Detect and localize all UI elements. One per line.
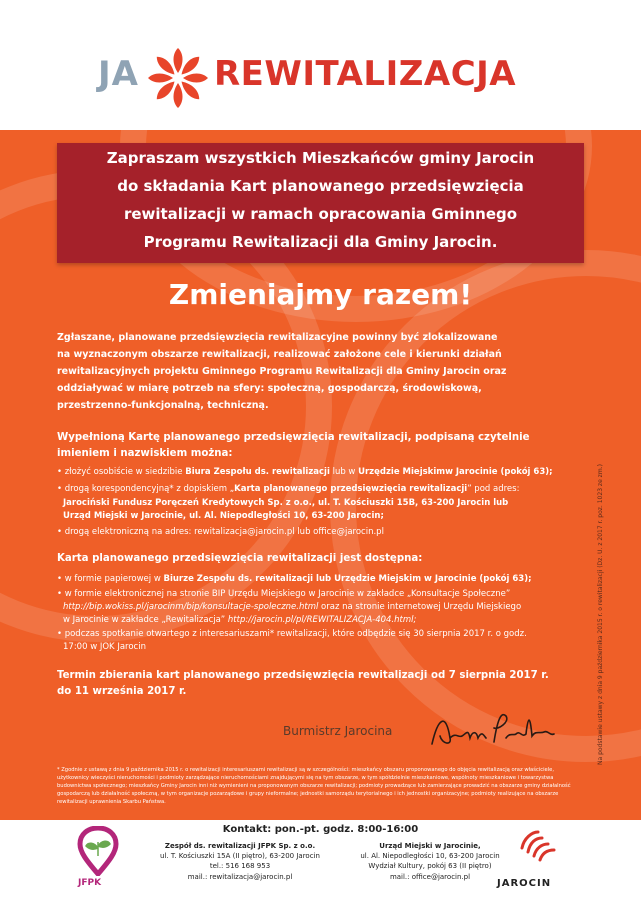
bullet-continuation: [63, 615, 416, 625]
signature-label: Burmistrz Jarocina: [283, 724, 393, 738]
bullet-continuation: Urząd Miejski w Jarocinie, ul. Al. Niepodległości 10, 63-200 Jarocin;: [63, 511, 384, 521]
left-address-phone: tel.: 516 168 953: [209, 862, 271, 870]
footnote-line: budownictwa społecznego; mieszkańcy Gminy Jarocin inni niż wymienieni na proponowanym obszarze rewitalizacji; podmioty prowadzące lub zamierzające prowadzić na obszarze gminy działalność: [57, 783, 571, 789]
section1-title: Wypełnioną Kartę planowanego przedsięwzięcia rewitalizacji, podpisaną czytelnie: [57, 432, 530, 443]
bullet-item: • drogą elektroniczną na adres: rewitalizacja@jarocin.pl lub office@jarocin.pl: [57, 527, 384, 537]
contact-hours: Kontakt: pon.-pt. godz. 8:00-16:00: [222, 824, 419, 835]
logo-ja-text: JA: [98, 54, 139, 94]
header: [0, 0, 641, 130]
paragraph-line: przestrzenno-funkcjonalną, techniczną.: [57, 400, 269, 411]
bullet-text: • drogą korespondencyjną* z dopiskiem „: [57, 484, 235, 494]
right-address-street: ul. Al. Niepodległości 10, 63-200 Jarocin: [360, 852, 500, 860]
bullet-continuation: Jarociński Fundusz Poręczeń Kredytowych Sp. z o.o., ul. T. Kościuszki 15B, 63-200 Jarocin lub: [63, 498, 509, 508]
bullet-text: • w formie papierowej w: [57, 574, 164, 584]
jarocin-logo-icon: [516, 826, 560, 870]
bullet-continuation: [63, 602, 521, 612]
deadline-line: do 11 września 2017 r.: [57, 686, 187, 697]
bullet-bold-text: Biura Zespołu ds. rewitalizacji: [185, 467, 330, 477]
legal-side-note: Na podstawie ustawy z dnia 9 października 2015 r. o rewitalizacji (Dz. U. z 2017 r. poz. 1023 ze zm.): [597, 464, 604, 765]
section2-title: Karta planowanego przedsięwzięcia rewitalizacji jest dostępna:: [57, 553, 423, 564]
jfpk-logo-text: JFPK: [78, 878, 102, 888]
right-address-mail[interactable]: mail.: office@jarocin.pl: [389, 873, 471, 881]
paragraph-line: Zgłaszane, planowane przedsięwzięcia rewitalizacyjne powinny być zlokalizowane: [57, 332, 498, 343]
bullet-text: lub w: [329, 467, 359, 477]
headline: Zmieniajmy razem!: [168, 278, 473, 311]
bullet-text: ” pod adres:: [467, 484, 520, 494]
bullet-text: oraz na stronie internetowej Urzędu Miejskiego: [318, 602, 522, 612]
footnote-line: * Zgodnie z ustawą z dnia 9 października 2015 r. o rewitalizacji interesariuszami rewitalizacji są w szczególności: mieszkańcy obszaru proponowanego do objęcia rewitalizacją oraz właściciele,: [57, 767, 555, 773]
intro-line: do składania Kart planowanego przedsięwzięcia: [117, 177, 524, 195]
intro-box: [57, 143, 584, 263]
bullet-continuation: 17:00 w JOK Jarocin: [63, 642, 146, 652]
intro-line: Programu Rewitalizacji dla Gminy Jarocin.: [143, 233, 498, 251]
logo-main-text: REWITALIZACJA: [214, 54, 517, 94]
bullet-item: • w formie elektronicznej na stronie BIP Urzędu Miejskiego w Jarocinie w zakładce „Konsultacje Społeczne”: [57, 589, 511, 599]
footnote-line: użytkownicy wieczyści nieruchomości i podmioty zarządzające nieruchomościami znajdującymi się na tym obszarze, w tym spółdzielnie mieszkaniowe, wspólnoty mieszkaniowe i towarzystwa: [57, 775, 554, 781]
paragraph-line: rewitalizacyjnych projektu Gminnego Programu Rewitalizacji dla Gminy Jarocin oraz: [57, 366, 507, 377]
bullet-item: • podczas spotkanie otwartego z interesariuszami* rewitalizacji, które odbędzie się 30 sierpnia 2017 r. o godz.: [57, 629, 527, 639]
bullet-bold-text: Biurze Zespołu ds. rewitalizacji lub Urzędzie Miejskim w Jarocinie (pokój 63);: [163, 574, 532, 584]
right-address-office: Wydział Kultury, pokój 63 (II piętro): [368, 862, 492, 870]
bullet-text: • złożyć osobiście w siedzibie: [57, 467, 186, 477]
left-address-mail[interactable]: mail.: rewitalizacja@jarocin.pl: [187, 873, 293, 881]
bullet-item: [57, 574, 531, 584]
bullet-bold-text: Urzędzie Miejskimw Jarocinie (pokój 63);: [358, 467, 553, 477]
bip-link[interactable]: http://bip.wokiss.pl/jarocinm/bip/konsultacje-spoleczne.html: [63, 602, 319, 612]
left-address-name: Zespół ds. rewitalizacji JFPK Sp. z o.o.: [164, 842, 316, 850]
footnote-line: rewitalizacji uprawnienia Skarbu Państwa.: [57, 799, 166, 805]
paragraph-line: na wyznaczonym obszarze rewitalizacji, realizować założone cele i kierunki działań: [57, 349, 502, 360]
intro-line: Zapraszam wszystkich Mieszkańców gminy Jarocin: [106, 149, 535, 167]
bullet-bold-text: Karta planowanego przedsięwzięcia rewitalizacji: [234, 484, 468, 494]
paragraph-line: oddziaływać w miarę potrzeb na sfery: społeczną, gospodarczą, środowiskową,: [57, 383, 482, 394]
footnote-line: gospodarczą lub działalność społeczną, w tym organizacje pozarządowe i grupy nieformalne; jednostki samorządu terytorialnego i ich jednostki organizacyjne; podmioty realizujące na obszarze: [57, 791, 559, 797]
section1-title: imieniem i nazwiskiem można:: [57, 448, 233, 459]
bullet-item: [57, 484, 519, 494]
bullet-item: [57, 467, 553, 477]
intro-line: rewitalizacji w ramach opracowania Gminnego: [123, 205, 518, 223]
handwritten-signature-icon: [428, 708, 558, 752]
left-address-street: ul. T. Kościuszki 15A (II piętro), 63-200 Jarocin: [160, 852, 320, 860]
jfpk-logo-icon: [76, 826, 120, 876]
bullet-text: w Jarocinie w zakładce „Rewitalizacja”: [63, 615, 228, 625]
right-address-name: Urząd Miejski w Jarocinie,: [379, 842, 481, 850]
deadline-line: Termin zbierania kart planowanego przedsięwzięcia rewitalizacji od 7 sierpnia 2017 r.: [57, 670, 549, 681]
rewitalizacja-link[interactable]: http://jarocin.pl/pl/REWITALIZACJA-404.html;: [227, 615, 417, 625]
jarocin-logo-text: JAROCIN: [497, 878, 552, 889]
rewitalizacja-logo-icon: [146, 46, 210, 110]
